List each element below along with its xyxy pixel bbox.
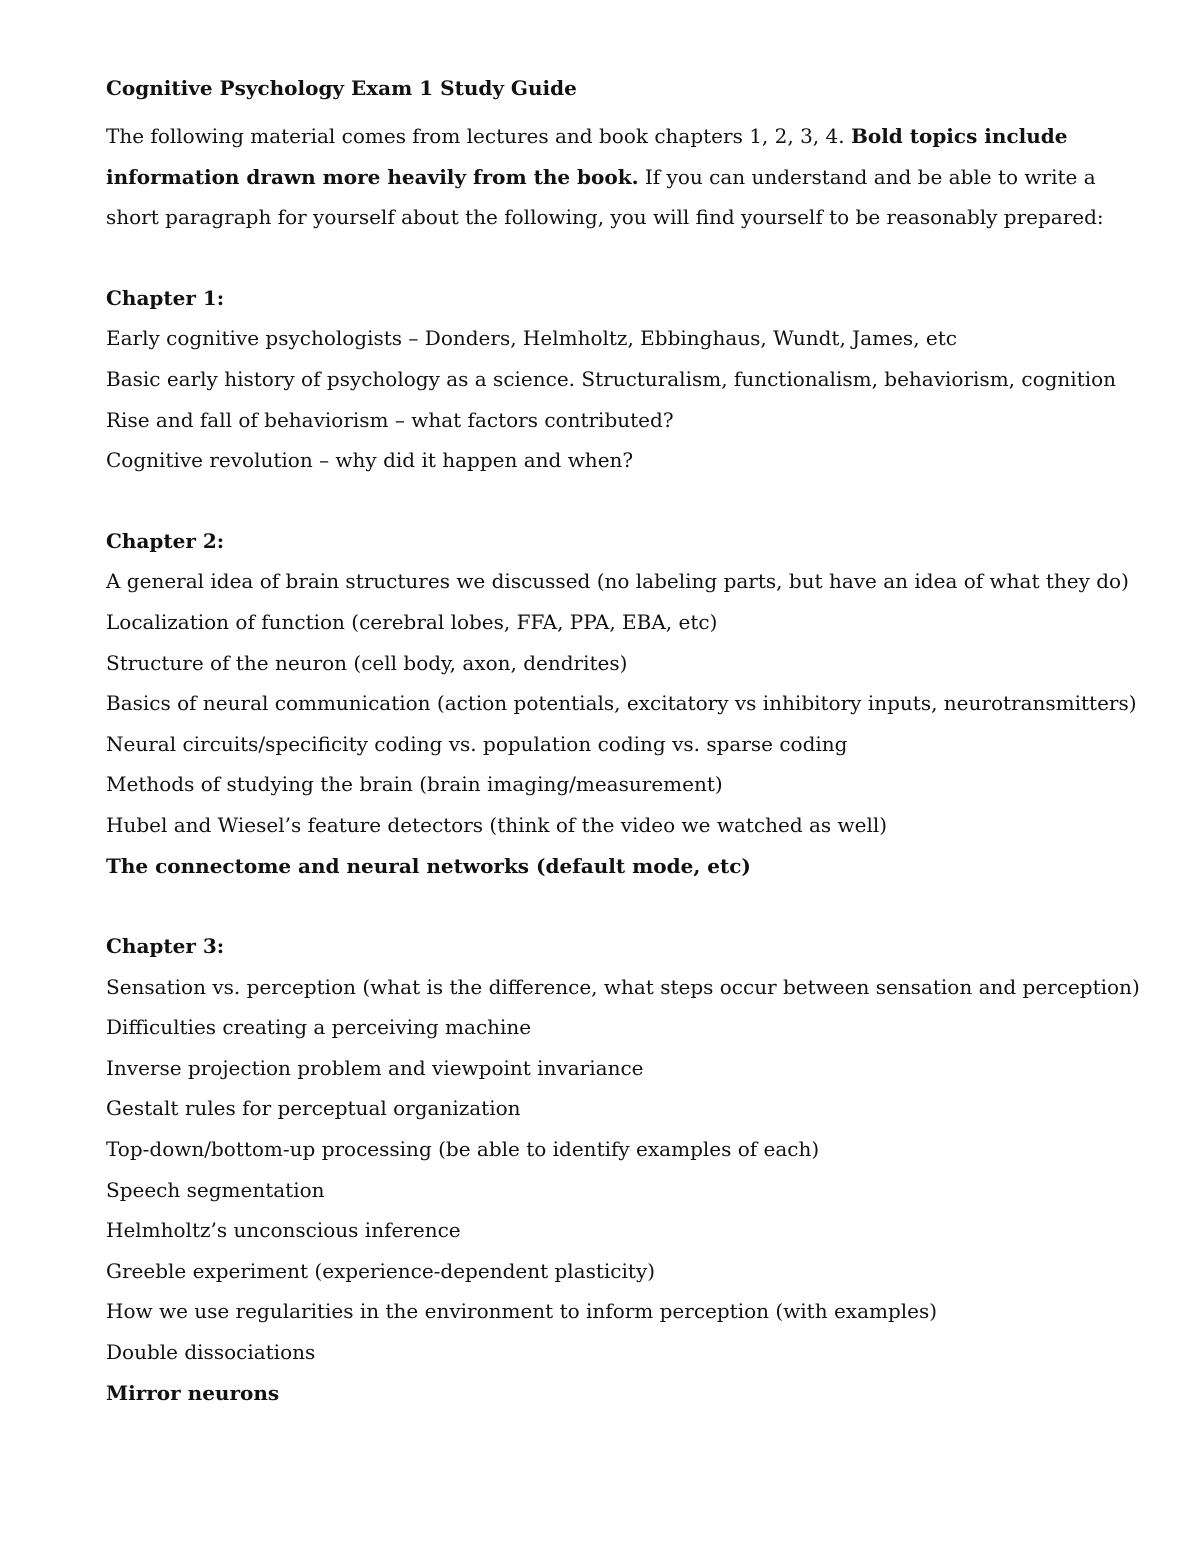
topic-item: Mirror neurons xyxy=(106,1380,280,1405)
chapter-section xyxy=(106,278,1117,481)
chapter-heading: Chapter 3: xyxy=(106,934,225,959)
chapters-list xyxy=(106,278,1140,1413)
topic-item: Speech segmentation xyxy=(106,1177,325,1202)
intro-text-start: The following material comes from lectures and book chapters 1, 2, 3, 4. xyxy=(106,124,851,148)
topic-item: Neural circuits/specificity coding vs. population coding vs. sparse coding xyxy=(106,731,848,756)
topic-item: Basic early history of psychology as a science. Structuralism, functionalism, behaviorism, cognition xyxy=(106,366,1117,391)
topic-item: Helmholtz’s unconscious inference xyxy=(106,1218,461,1243)
intro-bold-note: Bold topics include information drawn more heavily from the book. xyxy=(106,124,1068,189)
topic-item: Cognitive revolution – why did it happen and when? xyxy=(106,448,634,473)
chapter-section xyxy=(106,521,1137,886)
topic-item: Greeble experiment (experience-dependent plasticity) xyxy=(106,1258,656,1283)
topic-item: The connectome and neural networks (default mode, etc) xyxy=(106,853,751,878)
topic-item: Top-down/bottom-up processing (be able to identify examples of each) xyxy=(106,1137,820,1162)
topic-item: How we use regularities in the environment to inform perception (with examples) xyxy=(106,1299,938,1324)
topic-item: Gestalt rules for perceptual organization xyxy=(106,1096,521,1121)
intro-paragraph xyxy=(106,116,1106,238)
topic-item: Sensation vs. perception (what is the difference, what steps occur between sensation and perception) xyxy=(106,974,1140,999)
topic-item: Early cognitive psychologists – Donders, Helmholtz, Ebbinghaus, Wundt, James, etc xyxy=(106,326,957,351)
document-title: Cognitive Psychology Exam 1 Study Guide xyxy=(106,76,577,100)
topic-item: Basics of neural communication (action potentials, excitatory vs inhibitory inputs, neurotransmitters) xyxy=(106,691,1137,716)
topic-item: A general idea of brain structures we discussed (no labeling parts, but have an idea of what they do) xyxy=(106,569,1129,594)
topic-item: Difficulties creating a perceiving machine xyxy=(106,1015,532,1040)
topic-item: Rise and fall of behaviorism – what factors contributed? xyxy=(106,407,674,432)
topic-item: Hubel and Wiesel’s feature detectors (think of the video we watched as well) xyxy=(106,812,888,837)
topic-item: Methods of studying the brain (brain imaging/measurement) xyxy=(106,772,723,797)
chapter-heading: Chapter 1: xyxy=(106,285,225,310)
chapter-section xyxy=(106,926,1140,1413)
intro-text-end: If you can understand and be able to write a short paragraph for yourself about the following, you will find yourself to be reasonably prepared: xyxy=(106,164,1104,230)
topic-item: Inverse projection problem and viewpoint invariance xyxy=(106,1055,644,1080)
document-page xyxy=(106,68,1140,1413)
chapter-heading: Chapter 2: xyxy=(106,528,225,553)
topic-item: Structure of the neuron (cell body, axon, dendrites) xyxy=(106,650,628,675)
topic-item: Double dissociations xyxy=(106,1340,316,1365)
topic-item: Localization of function (cerebral lobes, FFA, PPA, EBA, etc) xyxy=(106,609,718,634)
